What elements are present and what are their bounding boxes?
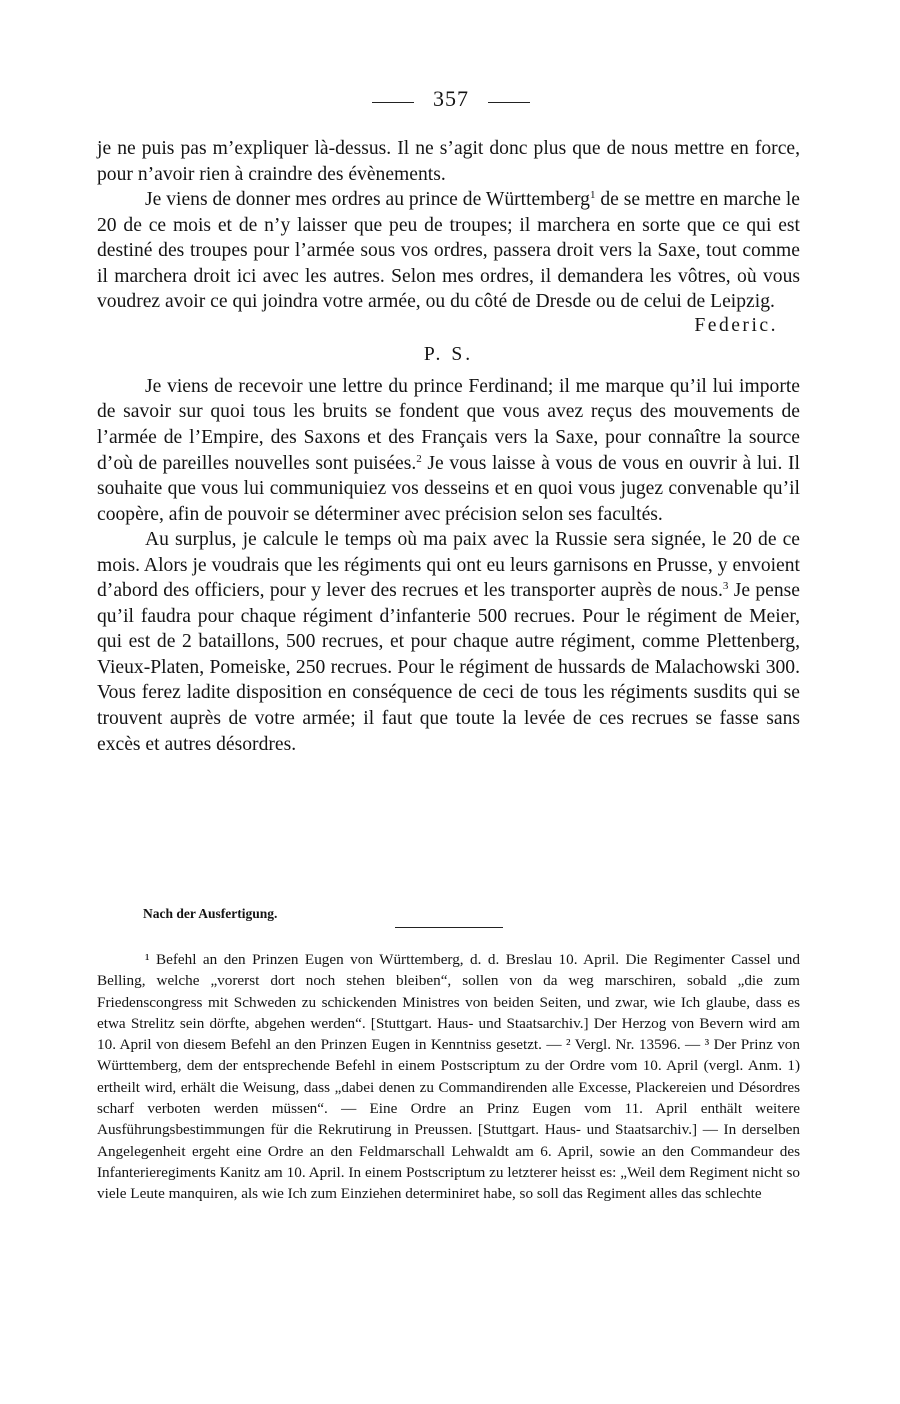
- header-rule-left: [372, 102, 414, 103]
- paragraph-ferdinand: [97, 374, 800, 527]
- footnote-separator: [395, 927, 503, 928]
- source-note: Nach der Ausfertigung.: [143, 906, 278, 921]
- footnotes: [97, 949, 800, 1205]
- footnote-text: ¹ Befehl an den Prinzen Eugen von Württemberg, d. d. Breslau 10. April. Die Regimenter Cassel und Belling, welche „vorerst dort noch stehen bleiben“, sollen von da weg marschiren, sobald „die zum Friedenscongress mit Schweden zu schickenden Ministres von beiden Seiten, und zwar, wie Ich glaube, dass es etwa Strelitz sein dörfte, abgehen werden“. [Stuttgart. Haus- und Staatsarchiv.] Der Herzog von Bevern wird am 10. April von diesem Befehl an den Prinzen Eugen in Kenntniss gesetzt. — ² Vergl. Nr. 13596. — ³ Der Prinz von Württemberg, dem der entsprechende Befehl in einem Postscriptum zu der Ordre vom 10. April (vergl. Anm. 1) ertheilt wird, erhält die Weisung, dass „dabei denen zu Commandirenden alle Excesse, Plackereien und Désordres scharf verboten werden müssen“. — Eine Ordre an Prinz Eugen vom 11. April enthält weitere Ausführungsbestimmungen für die Rekrutirung in Preussen. [Stuttgart. Haus- und Staatsarchiv.] — In derselben Angelegenheit ergeht eine Ordre an den Feldmarschall Lehwaldt am 6. April, sowie an den Commandeur des Infanterieregiments Kanitz am 10. April. In einem Postscriptum zu letzterer heisst es: „Weil dem Regiment nicht so viele Leute manquiren, als wie Ich zum Einziehen determiniret habe, so soll das Regiment alles das schlechte: [97, 951, 800, 1203]
- paragraph-text: Au surplus, je calcule le temps où ma paix avec la Russie sera signée, le 20 de ce mois. Alors je voudrais que les régiments qui ont eu leurs garnisons en Prusse, y envoient d’abord des officiers, pour y lever des recrues et les transporter auprès de nous.: [97, 529, 800, 602]
- postscript-heading: P. S.: [423, 344, 474, 366]
- paragraph-text: Je viens de recevoir une lettre du prince Ferdinand; il me marque qu’il lui importe de savoir sur quoi tous les bruits se fondent que vous avez reçus des mouvements de l’armée de l’Empire, des Saxons et des Français vers la Saxe, pour connaître la source d’où de pareilles nouvelles sont puisées.: [97, 375, 800, 474]
- signature: Federic.: [694, 314, 778, 336]
- page-header: [0, 84, 900, 120]
- paragraph-recruits: [97, 527, 800, 757]
- paragraph-orders: [97, 187, 800, 315]
- paragraph-text: Je viens de donner mes ordres au prince de Württemberg: [145, 189, 590, 211]
- page-number: 357: [433, 86, 469, 111]
- paragraph-text: Je vous laisse à vous de vous en ouvrir à lui. Il souhaite que vous lui communiquiez vos desseins et en quoi vous jugez convenable qu’il coopère, afin de pouvoir se déterminer avec précision selon ses facultés.: [97, 452, 800, 525]
- footnote-marker-2: 2: [416, 452, 422, 465]
- paragraph-text: de se mettre en marche le 20 de ce mois et de n’y laisser que peu de troupes; il marchera en sorte que ce qui est destiné des troupes pour l’armée sous vos ordres, passera droit vers la Saxe, tout comme il marchera droit ici avec les autres. Selon mes ordres, il demandera les vôtres, où vous voudrez avoir ce qui joindra votre armée, ou du côté de Dresde ou de celui de Leipzig.: [97, 189, 801, 313]
- letter-body: [97, 136, 800, 757]
- footnote-marker-1: 1: [589, 189, 596, 202]
- paragraph-continuation: je ne puis pas m’expliquer là-dessus. Il ne s’agit donc plus que de nous mettre en force, pour n’avoir rien à craindre des évènements.: [97, 138, 800, 185]
- header-rule-right: [488, 102, 530, 103]
- footnote-marker-3: 3: [722, 580, 729, 593]
- paragraph-text: Je pense qu’il faudra pour chaque régiment d’infanterie 500 recrues. Pour le régiment de Meier, qui est de 2 bataillons, 500 recrues, et pour chaque autre régiment, comme Plettenberg, Vieux-Platen, Pomeiske, 250 recrues. Pour le régiment de hussards de Malachowski 300. Vous ferez ladite disposition en conséquence de ceci de tous les régiments susdits qui se trouvent auprès de votre armée; il faut que toute la levée de ces recrues se fasse sans excès et autres désordres.: [97, 580, 800, 755]
